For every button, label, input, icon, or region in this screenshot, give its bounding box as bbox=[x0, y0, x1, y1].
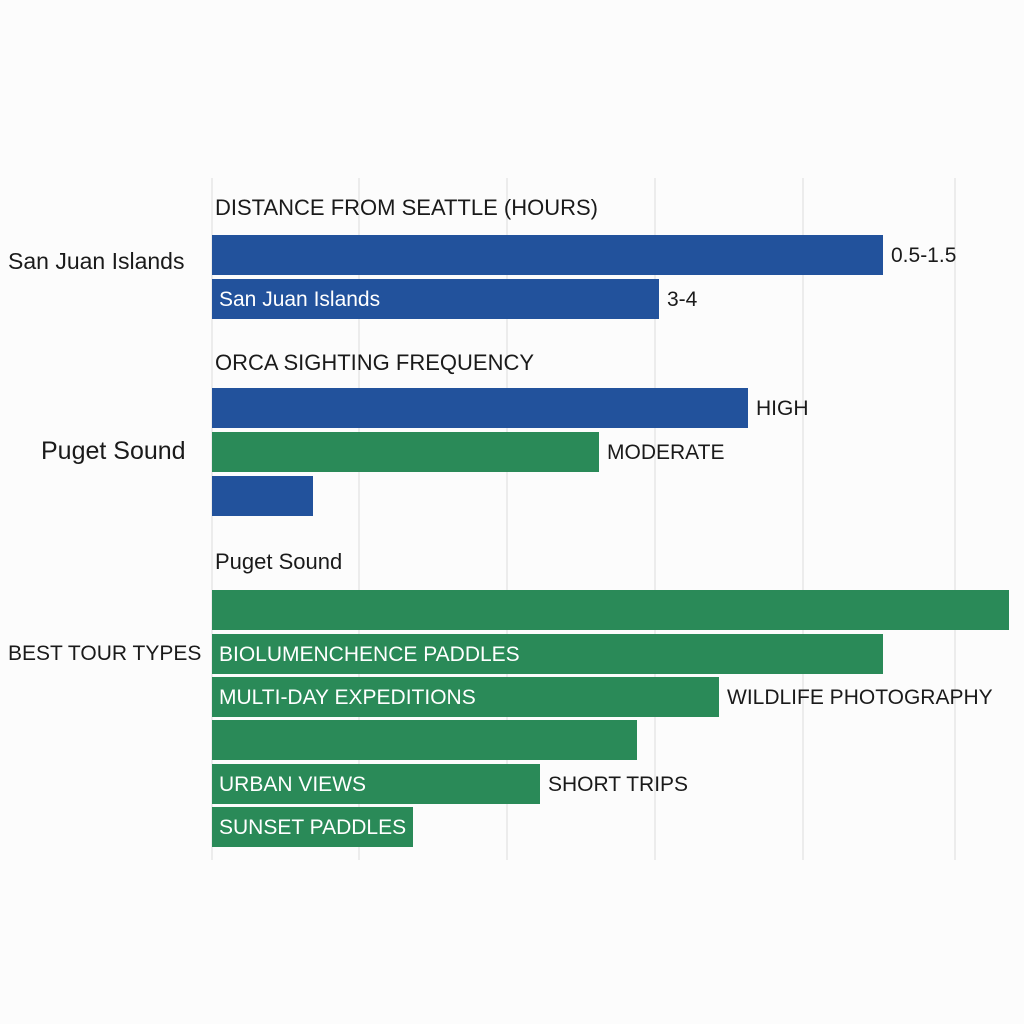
bar-value-label: WILDLIFE PHOTOGRAPHY bbox=[727, 686, 993, 709]
bar-value-label: SHORT TRIPS bbox=[548, 773, 689, 796]
category-label: BEST TOUR TYPES bbox=[8, 642, 202, 665]
bar-inside-label: San Juan Islands bbox=[219, 288, 381, 311]
bar-value-label: MODERATE bbox=[607, 441, 725, 464]
section-title: Puget Sound bbox=[215, 549, 343, 574]
bar bbox=[212, 235, 883, 275]
bar bbox=[212, 590, 1009, 630]
section-title: ORCA SIGHTING FREQUENCY bbox=[215, 350, 535, 375]
bar-inside-label: MULTI-DAY EXPEDITIONS bbox=[219, 686, 476, 709]
bar bbox=[212, 432, 599, 472]
bar-inside-label: URBAN VIEWS bbox=[219, 773, 367, 796]
bar-value-label: 3-4 bbox=[667, 288, 698, 311]
bar-value-label: HIGH bbox=[756, 397, 809, 420]
bar bbox=[212, 388, 748, 428]
category-label: Puget Sound bbox=[41, 437, 186, 465]
bar bbox=[212, 720, 637, 760]
bar-inside-label: SUNSET PADDLES bbox=[219, 816, 407, 839]
bar bbox=[212, 476, 313, 516]
category-label: San Juan Islands bbox=[8, 248, 185, 274]
bar-inside-label: BIOLUMENCHENCE PADDLES bbox=[219, 643, 520, 666]
section-title: DISTANCE FROM SEATTLE (HOURS) bbox=[215, 195, 598, 220]
bar-value-label: 0.5-1.5 bbox=[891, 244, 957, 267]
